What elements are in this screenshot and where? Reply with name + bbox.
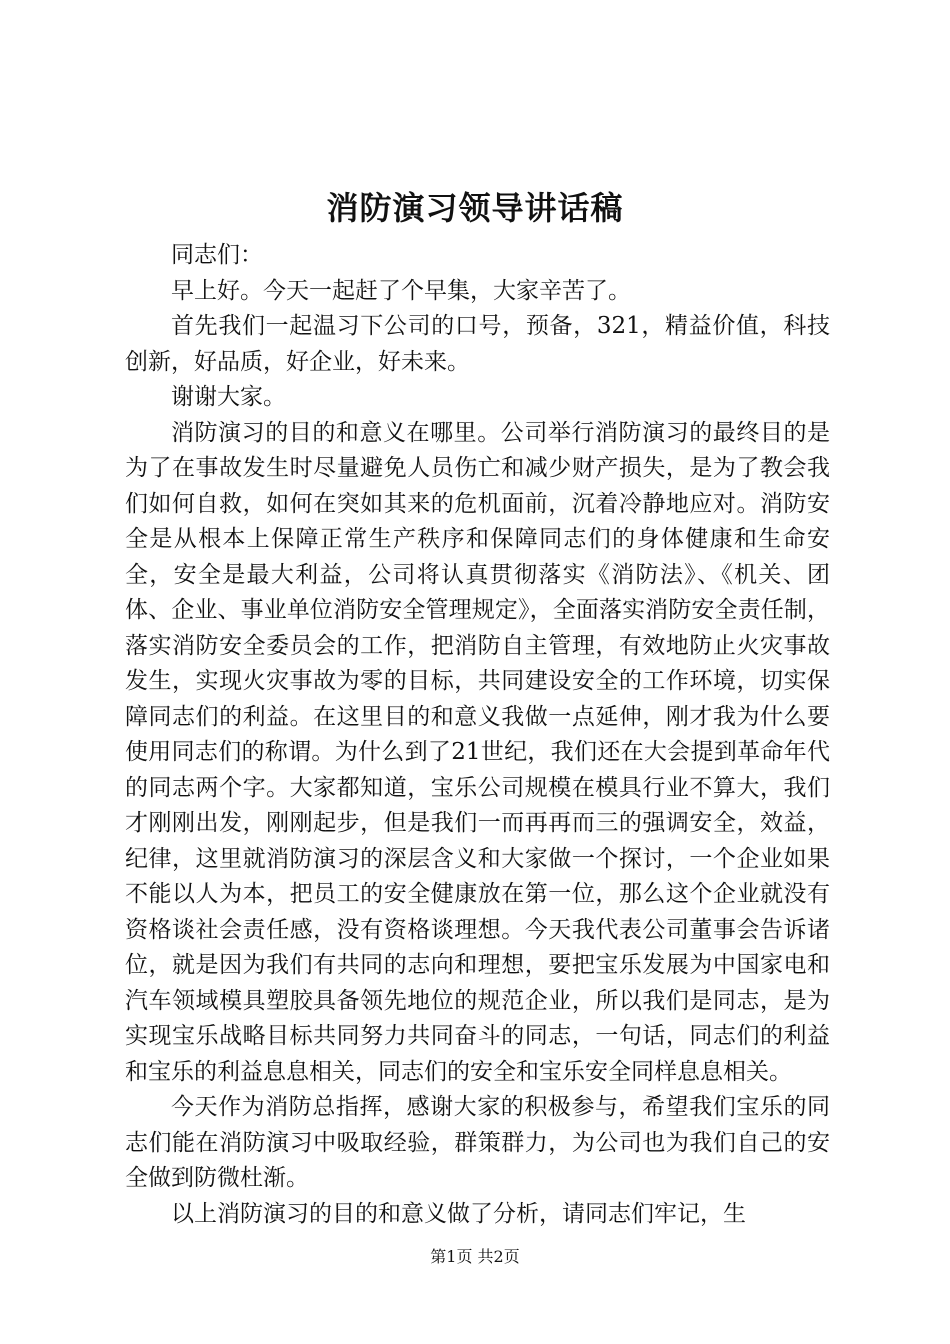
paragraph-thanks: 谢谢大家。 <box>171 384 286 410</box>
paragraph-good-morning: 早上好。今天一起赶了个早集，大家辛苦了。 <box>171 277 631 304</box>
document-body <box>125 238 830 1232</box>
paragraph-conclusion: 以上消防演习的目的和意义做了分析，请同志们牢记，生 <box>171 1200 746 1227</box>
document-title: 消防演习领导讲话稿 <box>326 189 624 227</box>
paragraph-commander: 今天作为消防总指挥，感谢大家的积极参与，希望我们宝乐的同志们能在消防演习中吸取经验，群策群力，为公司也为我们自己的安全做到防微杜渐。 <box>125 1094 830 1191</box>
paragraph-purpose: 消防演习的目的和意义在哪里。公司举行消防演习的最终目的是为了在事故发生时尽量避免人员伤亡和减少财产损失，是为了教会我们如何自救，如何在突如其来的危机面前，沉着冷静地应对。消防安全是从根本上保障正常生产秩序和保障同志们的身体健康和生命安全，安全是最大利益，公司将认真贯彻落实《消防法》、《机关、团体、企业、事业单位消防安全管理规定》，全面落实消防安全责任制，落实消防安全委员会的工作，把消防自主管理，有效地防止火灾事故发生，实现火灾事故为零的目标，共同建设安全的工作环境，切实保障同志们的利益。在这里目的和意义我做一点延伸，刚才我为什么要使用同志们的称谓。为什么到了21世纪，我们还在大会提到革命年代的同志两个字。大家都知道，宝乐公司规模在模具行业不算大，我们才刚刚出发，刚刚起步，但是我们一而再再而三的强调安全，效益，纪律，这里就消防演习的深层含义和大家做一个探讨，一个企业如果不能以人为本，把员工的安全健康放在第一位，那么这个企业就没有资格谈社会责任感，没有资格谈理想。今天我代表公司董事会告诉诸位，就是因为我们有共同的志向和理想，要把宝乐发展为中国家电和汽车领域模具塑胶具备领先地位的规范企业，所以我们是同志，是为实现宝乐战略目标共同努力共同奋斗的同志，一句话，同志们的利益和宝乐的利益息息相关，同志们的安全和宝乐安全同样息息相关。 <box>125 419 830 1085</box>
paragraph-slogan: 首先我们一起温习下公司的口号，预备，321，精益价值，科技创新，好品质，好企业，好未来。 <box>125 313 830 375</box>
paragraph-greeting: 同志们： <box>171 242 263 268</box>
page-footer: 第1页 共2页 <box>430 1247 520 1266</box>
